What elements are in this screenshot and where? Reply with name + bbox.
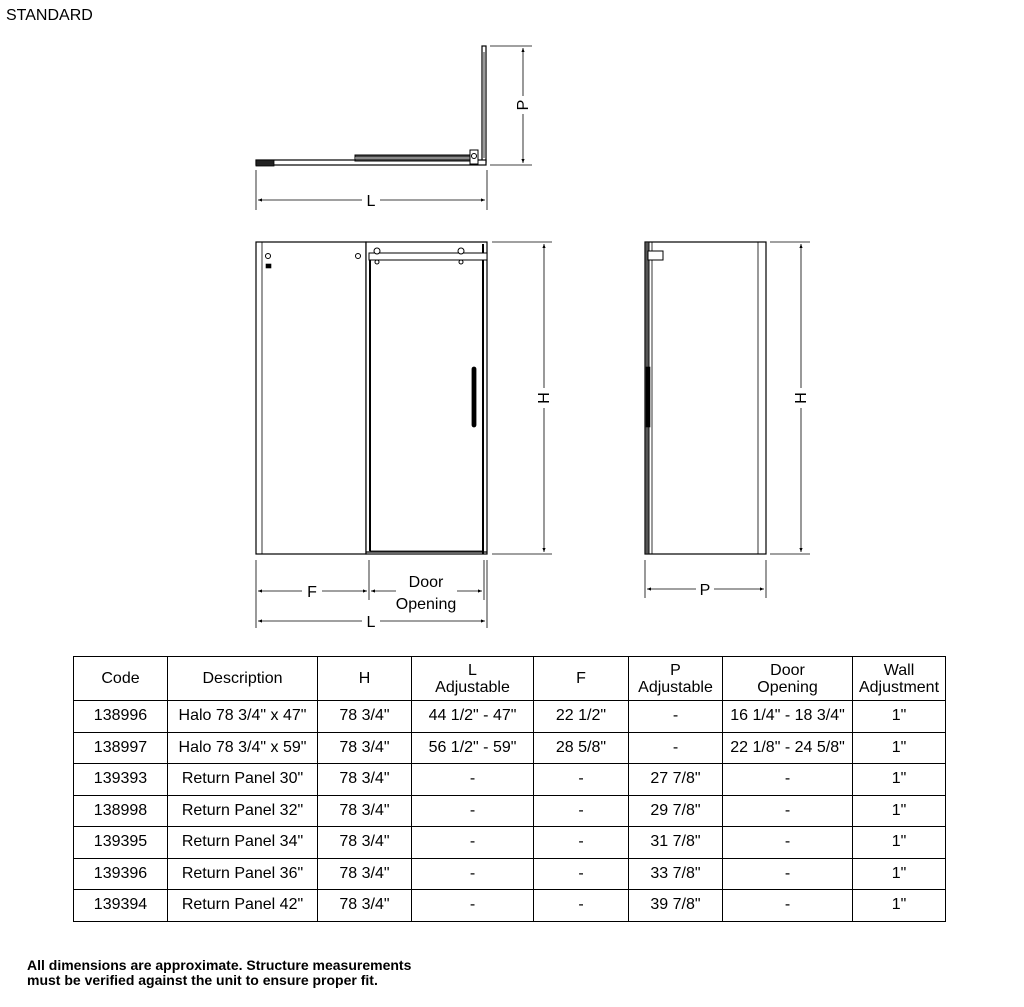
table-cell: - bbox=[534, 795, 629, 827]
table-cell: Return Panel 36" bbox=[168, 858, 318, 890]
spec-table-header bbox=[74, 657, 946, 701]
table-row bbox=[74, 795, 946, 827]
table-cell: - bbox=[412, 795, 534, 827]
front-h-label: H bbox=[536, 392, 553, 404]
table-cell: 139394 bbox=[74, 890, 168, 922]
column-header-text: L bbox=[468, 661, 477, 679]
table-row bbox=[74, 890, 946, 922]
table-cell: 138997 bbox=[74, 732, 168, 764]
table-cell: 33 7/8" bbox=[629, 858, 723, 890]
table-cell: 139396 bbox=[74, 858, 168, 890]
table-cell: 139393 bbox=[74, 764, 168, 796]
column-header bbox=[74, 657, 168, 701]
side-elevation bbox=[645, 242, 810, 598]
table-cell: 1" bbox=[853, 890, 946, 922]
column-header-text: Description bbox=[202, 670, 283, 687]
table-cell: - bbox=[534, 827, 629, 859]
table-cell: - bbox=[534, 764, 629, 796]
column-header bbox=[853, 657, 946, 701]
table-cell: 44 1/2" - 47" bbox=[412, 701, 534, 733]
table-row bbox=[74, 732, 946, 764]
table-cell: Halo 78 3/4" x 59" bbox=[168, 732, 318, 764]
table-cell: - bbox=[412, 764, 534, 796]
table-cell: 1" bbox=[853, 701, 946, 733]
column-header bbox=[534, 657, 629, 701]
spec-table bbox=[73, 656, 946, 922]
table-cell: 1" bbox=[853, 827, 946, 859]
table-cell: Return Panel 32" bbox=[168, 795, 318, 827]
column-header-text: Code bbox=[101, 670, 140, 687]
column-header-text: P bbox=[670, 661, 681, 679]
column-header bbox=[318, 657, 412, 701]
table-cell: 139395 bbox=[74, 827, 168, 859]
table-cell: 22 1/8" - 24 5/8" bbox=[723, 732, 853, 764]
table-cell: 56 1/2" - 59" bbox=[412, 732, 534, 764]
table-cell: 29 7/8" bbox=[629, 795, 723, 827]
door-opening-label-2: Opening bbox=[395, 596, 457, 613]
table-cell: 1" bbox=[853, 795, 946, 827]
table-row bbox=[74, 764, 946, 796]
table-cell: Return Panel 34" bbox=[168, 827, 318, 859]
table-cell: 78 3/4" bbox=[318, 764, 412, 796]
door-opening-label-1: Door bbox=[408, 574, 444, 591]
column-header-text: Opening bbox=[757, 678, 818, 696]
table-cell: 1" bbox=[853, 858, 946, 890]
disclaimer-line-2: must be verified against the unit to ensure proper fit. bbox=[27, 972, 378, 988]
table-cell: - bbox=[723, 764, 853, 796]
column-header bbox=[723, 657, 853, 701]
table-cell: 27 7/8" bbox=[629, 764, 723, 796]
table-cell: 138996 bbox=[74, 701, 168, 733]
column-header bbox=[412, 657, 534, 701]
table-cell: - bbox=[412, 858, 534, 890]
table-cell: 22 1/2" bbox=[534, 701, 629, 733]
plan-p-label: P bbox=[515, 99, 532, 111]
plan-l-label: L bbox=[366, 193, 376, 210]
table-cell: 78 3/4" bbox=[318, 732, 412, 764]
table-cell: - bbox=[412, 890, 534, 922]
table-cell: - bbox=[723, 795, 853, 827]
column-header-text: Wall bbox=[883, 661, 915, 679]
table-cell: Halo 78 3/4" x 47" bbox=[168, 701, 318, 733]
table-row bbox=[74, 701, 946, 733]
table-cell: Return Panel 30" bbox=[168, 764, 318, 796]
table-cell: 39 7/8" bbox=[629, 890, 723, 922]
table-cell: 138998 bbox=[74, 795, 168, 827]
table-cell: 78 3/4" bbox=[318, 701, 412, 733]
table-cell: - bbox=[534, 858, 629, 890]
table-row bbox=[74, 858, 946, 890]
table-cell: - bbox=[629, 701, 723, 733]
table-row bbox=[74, 827, 946, 859]
table-cell: - bbox=[723, 858, 853, 890]
column-header-text: H bbox=[358, 670, 371, 687]
column-header-text: Adjustable bbox=[435, 678, 510, 696]
column-header bbox=[168, 657, 318, 701]
column-header-text: Adjustment bbox=[858, 678, 940, 696]
disclaimer-note bbox=[27, 958, 411, 988]
column-header-text: Adjustable bbox=[638, 678, 713, 696]
table-cell: 78 3/4" bbox=[318, 858, 412, 890]
side-h-label: H bbox=[793, 392, 810, 404]
front-f-label: F bbox=[307, 584, 317, 601]
column-header bbox=[629, 657, 723, 701]
table-cell: 1" bbox=[853, 764, 946, 796]
table-cell: - bbox=[723, 890, 853, 922]
disclaimer-line-1: All dimensions are approximate. Structure measurements bbox=[27, 957, 412, 973]
spec-table-body bbox=[74, 701, 946, 922]
table-cell: Return Panel 42" bbox=[168, 890, 318, 922]
table-cell: 16 1/4" - 18 3/4" bbox=[723, 701, 853, 733]
table-cell: - bbox=[534, 890, 629, 922]
table-cell: - bbox=[629, 732, 723, 764]
column-header-text: F bbox=[576, 670, 586, 687]
front-elevation bbox=[256, 242, 552, 628]
side-p-label: P bbox=[699, 582, 711, 599]
table-cell: - bbox=[412, 827, 534, 859]
table-cell: 78 3/4" bbox=[318, 890, 412, 922]
table-cell: 28 5/8" bbox=[534, 732, 629, 764]
table-cell: 78 3/4" bbox=[318, 795, 412, 827]
column-header-text: Door bbox=[770, 661, 805, 679]
page-heading: STANDARD bbox=[6, 7, 93, 24]
table-cell: 1" bbox=[853, 732, 946, 764]
table-cell: 78 3/4" bbox=[318, 827, 412, 859]
table-cell: - bbox=[723, 827, 853, 859]
table-cell: 31 7/8" bbox=[629, 827, 723, 859]
front-l-label: L bbox=[366, 614, 376, 631]
plan-view bbox=[256, 46, 532, 210]
